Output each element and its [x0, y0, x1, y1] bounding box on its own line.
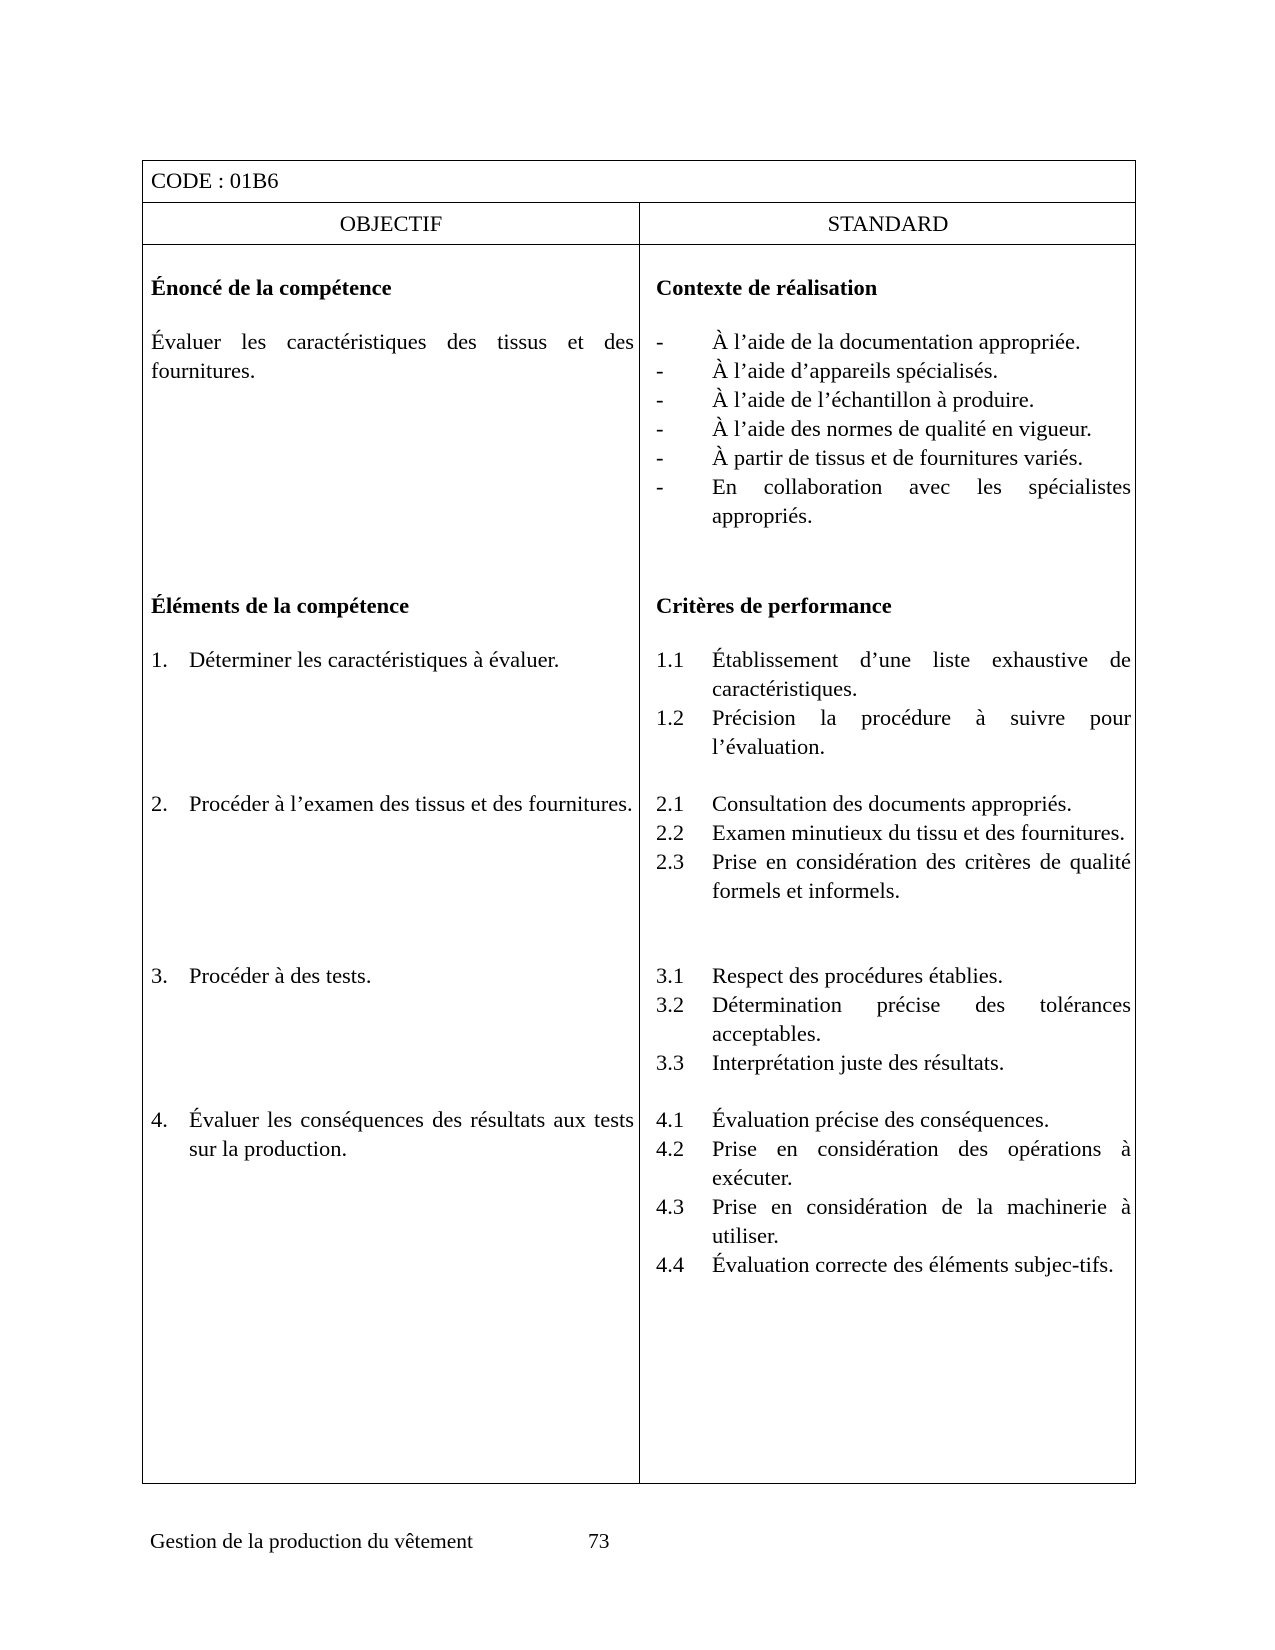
contexte-item [656, 443, 1131, 472]
contexte-title: Contexte de réalisation [656, 275, 878, 300]
critere-number: 3.3 [656, 1050, 685, 1075]
critere-item [656, 703, 1131, 761]
contexte-item [656, 472, 1131, 530]
bullet: - [656, 329, 664, 354]
critere-item [656, 645, 1131, 703]
critere-item [656, 789, 1131, 818]
critere-item [656, 1105, 1131, 1134]
element-text: Déterminer les caractéristiques à évaluer. [189, 647, 560, 672]
critere-item [656, 1048, 1131, 1077]
criteres-group-3 [656, 961, 1131, 1077]
critere-item [656, 1134, 1131, 1192]
critere-text: Évaluation précise des conséquences. [712, 1107, 1050, 1132]
criteres-group-4 [656, 1105, 1131, 1279]
contexte-item [656, 327, 1131, 356]
elements-title: Éléments de la compétence [151, 593, 410, 618]
bullet: - [656, 416, 664, 441]
critere-item [656, 847, 1131, 905]
critere-number: 4.1 [656, 1107, 685, 1132]
critere-number: 2.1 [656, 791, 685, 816]
contexte-text: À l’aide de l’échantillon à produire. [712, 387, 1035, 412]
critere-number: 2.2 [656, 820, 685, 845]
element-item [151, 961, 634, 990]
competency-table [142, 160, 1136, 1484]
contexte-item [656, 414, 1131, 443]
critere-item [656, 1250, 1131, 1279]
code-label: CODE : 01B6 [143, 161, 1135, 203]
footer-title: Gestion de la production du vêtement [150, 1529, 474, 1553]
element-text: Procéder à l’examen des tissus et des fournitures. [189, 791, 633, 816]
critere-number: 1.2 [656, 705, 685, 730]
bullet: - [656, 445, 664, 470]
contexte-text: À l’aide des normes de qualité en vigueur. [712, 416, 1092, 441]
critere-text: Précision la procédure à suivre pour l’évaluation. [712, 705, 1131, 759]
critere-text: Respect des procédures établies. [712, 963, 1004, 988]
critere-item [656, 1192, 1131, 1250]
critere-number: 4.2 [656, 1136, 685, 1161]
column-divider [639, 203, 640, 1483]
critere-text: Prise en considération de la machinerie à utiliser. [712, 1194, 1131, 1248]
critere-item [656, 818, 1131, 847]
contexte-item [656, 356, 1131, 385]
critere-text: Détermination précise des tolérances acceptables. [712, 992, 1131, 1046]
element-item [151, 645, 634, 674]
bullet: - [656, 358, 664, 383]
critere-number: 4.4 [656, 1252, 685, 1277]
critere-item [656, 961, 1131, 990]
page-number: 73 [588, 1529, 610, 1553]
bullet: - [656, 474, 664, 499]
header-objectif: OBJECTIF [339, 211, 443, 236]
element-number: 4. [151, 1107, 168, 1132]
critere-number: 3.1 [656, 963, 685, 988]
critere-text: Évaluation correcte des éléments subjec-tifs. [712, 1252, 1114, 1277]
element-number: 2. [151, 791, 168, 816]
critere-item [656, 990, 1131, 1048]
element-item [151, 789, 634, 818]
critere-number: 2.3 [656, 849, 685, 874]
critere-text: Établissement d’une liste exhaustive de caractéristiques. [712, 647, 1131, 701]
element-text: Évaluer les conséquences des résultats aux tests sur la production. [189, 1107, 634, 1161]
element-number: 1. [151, 647, 168, 672]
contexte-list [656, 327, 1131, 530]
element-number: 3. [151, 963, 168, 988]
critere-number: 4.3 [656, 1194, 685, 1219]
bullet: - [656, 387, 664, 412]
critere-number: 3.2 [656, 992, 685, 1017]
header-standard: STANDARD [827, 211, 949, 236]
critere-text: Consultation des documents appropriés. [712, 791, 1072, 816]
critere-number: 1.1 [656, 647, 685, 672]
enonce-title: Énoncé de la compétence [151, 275, 392, 300]
element-item [151, 1105, 634, 1163]
critere-text: Prise en considération des critères de qualité formels et informels. [712, 849, 1131, 903]
enonce-text: Évaluer les caractéristiques des tissus et des fournitures. [151, 329, 634, 383]
contexte-text: À l’aide de la documentation appropriée. [712, 329, 1081, 354]
criteres-title: Critères de performance [656, 593, 892, 618]
critere-text: Prise en considération des opérations à exécuter. [712, 1136, 1131, 1190]
contexte-text: À l’aide d’appareils spécialisés. [712, 358, 999, 383]
criteres-group-1 [656, 645, 1131, 761]
critere-text: Interprétation juste des résultats. [712, 1050, 1005, 1075]
contexte-text: En collaboration avec les spécialistes appropriés. [712, 474, 1131, 528]
element-text: Procéder à des tests. [189, 963, 372, 988]
contexte-item [656, 385, 1131, 414]
criteres-group-2 [656, 789, 1131, 905]
critere-text: Examen minutieux du tissu et des fournitures. [712, 820, 1126, 845]
contexte-text: À partir de tissus et de fournitures variés. [712, 445, 1084, 470]
